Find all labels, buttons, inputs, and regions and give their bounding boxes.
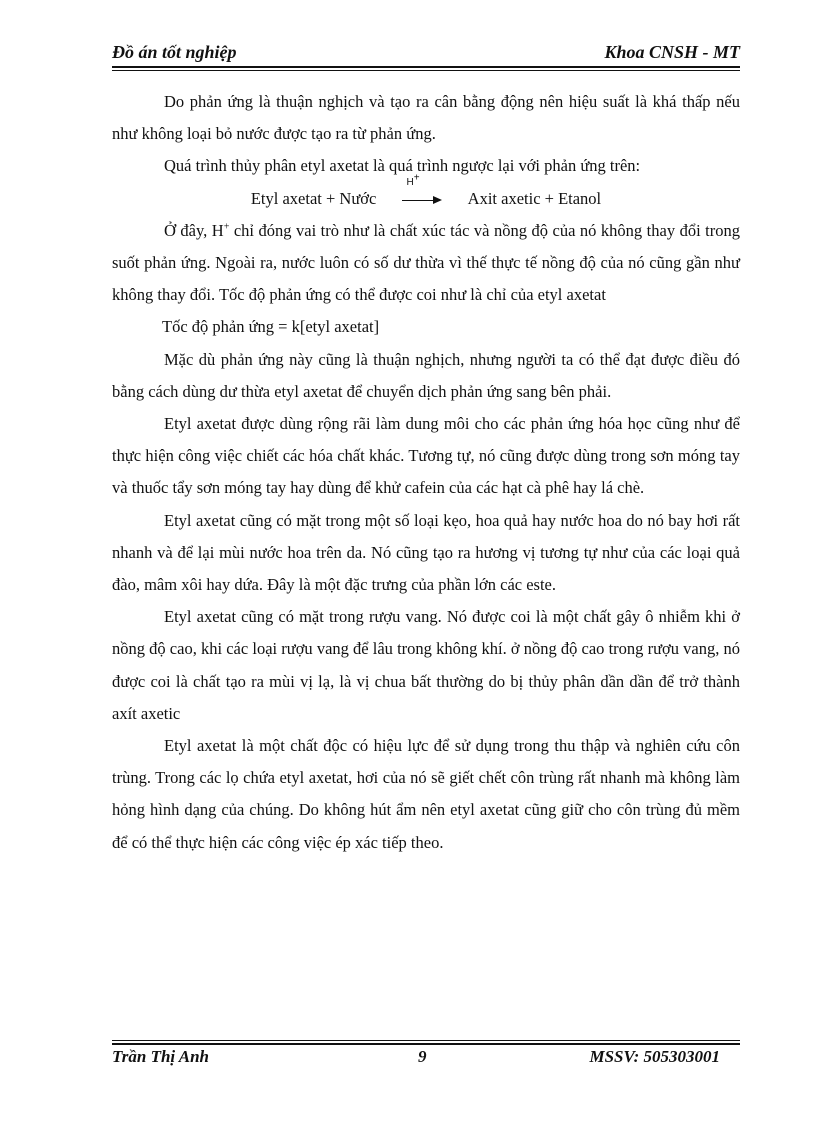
reaction-arrow-icon	[402, 172, 442, 207]
paragraph: Do phản ứng là thuận nghịch và tạo ra cân bằng động nên hiệu suất là khá thấp nếu như không loại bỏ nước được tạo ra từ phản ứng.	[112, 92, 740, 144]
paragraph: Etyl axetat cũng có mặt trong một số loại kẹo, hoa quả hay nước hoa do nó bay hơi rất nhanh và để lại mùi nước hoa trên da. Nó cũng tạo ra hương vị tương tự như của các loại quả đào, mâm xôi hay dứa. Đây là một đặc trưng của phần lớn các este.	[112, 510, 740, 595]
equation-reactants: Etyl axetat + Nước	[250, 188, 377, 208]
paragraph: Ở đây, H+ chỉ đóng vai trò như là chất xúc tác và nồng độ của nó không thay đổi trong suốt phản ứng. Ngoài ra, nước luôn có số dư thừa vì thế thực tế nồng độ của nó cũng gần như không thay đổi. Tốc độ phản ứng có thể được coi như là chỉ của etyl axetat	[112, 220, 740, 305]
paragraph: Etyl axetat được dùng rộng rãi làm dung môi cho các phản ứng hóa học cũng như để thực hiện công việc chiết các hóa chất khác. Tương tự, nó cũng được dùng trong sơn móng tay và thuốc tẩy sơn móng tay hay dùng để khử cafein của các hạt cà phê hay lá chè.	[112, 414, 740, 498]
page-footer	[112, 1047, 740, 1073]
student-id: MSSV: 505303001	[589, 1047, 720, 1066]
footer-rule	[112, 1040, 740, 1045]
catalyst-label: H+	[406, 172, 420, 188]
header-rule	[112, 66, 740, 71]
reaction-equation	[112, 172, 740, 215]
document-body	[112, 86, 740, 859]
page-number: 9	[418, 1047, 427, 1066]
footer-author: Trần Thị Anh	[112, 1047, 210, 1066]
page-header	[112, 38, 740, 68]
rate-formula: Tốc độ phản ứng = k[etyl axetat]	[162, 317, 380, 337]
equation-products: Axit axetic + Etanol	[467, 188, 602, 208]
paragraph: Quá trình thủy phân etyl axetat là quá trình ngược lại với phản ứng trên:	[164, 156, 641, 176]
paragraph: Etyl axetat cũng có mặt trong rượu vang. Nó được coi là một chất gây ô nhiễm khi ở nồng độ cao, khi các loại rượu vang để lâu trong không khí. ở nồng độ cao trong rượu vang, nó được coi là chất tạo ra mùi vị lạ, là vị chua bất thường do bị thủy phân dần dần để trở thành axít axetic	[112, 607, 740, 723]
paragraph: Etyl axetat là một chất độc có hiệu lực để sử dụng trong thu thập và nghiên cứu côn trùng. Trong các lọ chứa etyl axetat, hơi của nó sẽ giết chết côn trùng rất nhanh mà không làm hỏng hình dạng của chúng. Do không hút ẩm nên etyl axetat cũng giữ cho côn trùng đủ mềm để có thể thực hiện các công việc ép xác tiếp theo.	[112, 736, 740, 852]
header-title: Đồ án tốt nghiệp	[112, 42, 237, 62]
paragraph: Mặc dù phản ứng này cũng là thuận nghịch, nhưng người ta có thể đạt được điều đó bằng cách dùng dư thừa etyl axetat để chuyển dịch phản ứng sang bên phải.	[112, 349, 740, 401]
header-department: Khoa CNSH - MT	[604, 42, 740, 62]
